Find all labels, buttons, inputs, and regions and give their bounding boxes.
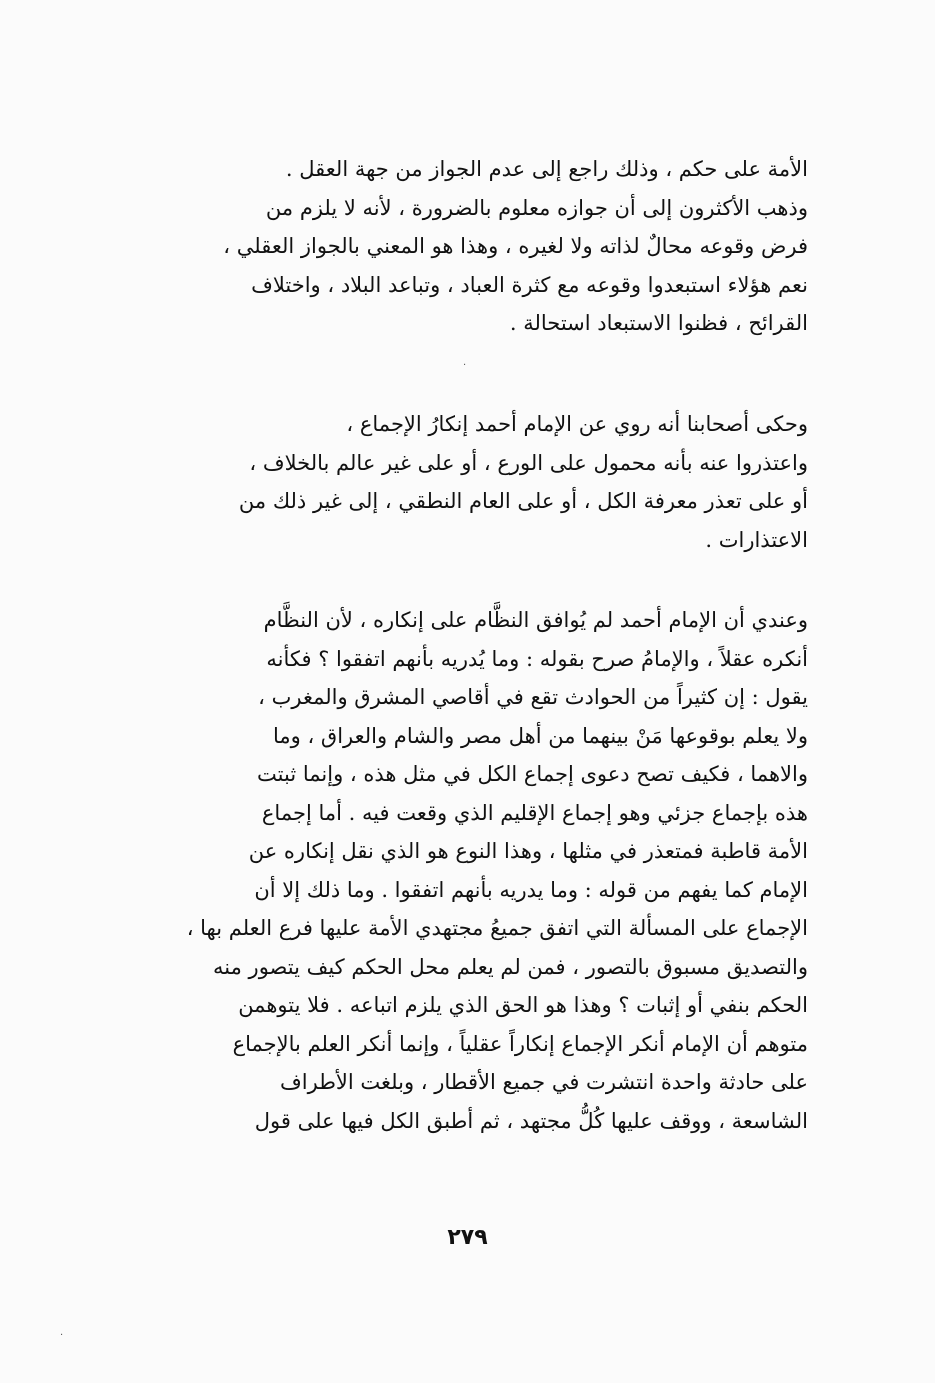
text-line: نعم هؤلاء استبعدوا وقوعه مع كثرة العباد ، وتباعد البلاد ، واختلاف (251, 272, 808, 297)
paragraph-1 (132, 150, 808, 343)
text-line: الإجماع على المسألة التي اتفق جميعُ مجتهدي الأمة عليها فرع العلم بها ، (186, 916, 808, 940)
text-line: ولا يعلم بوقوعها مَنْ بينهما من أهل مصر والشام والعراق ، وما (273, 723, 808, 748)
text-line: والاهما ، فكيف تصح دعوى إجماع الكل في مثل هذه ، وإنما ثبتت (257, 762, 808, 786)
text-line: هذه بإجماع جزئي وهو إجماع الإقليم الذي وقعت فيه . أما إجماع (261, 800, 808, 825)
paragraph-2 (132, 405, 808, 559)
text-line: وذهب الأكثرون إلى أن جوازه معلوم بالضرورة ، لأنه لا يلزم من (265, 195, 808, 220)
text-line: الاعتذارات . (705, 527, 808, 552)
text-line: وعندي أن الإمام أحمد لم يُوافق النظَّام على إنكاره ، لأن النظَّام (263, 608, 808, 632)
paragraph-3 (132, 601, 808, 1140)
text-line: واعتذروا عنه بأنه محمول على الورع ، أو على غير عالم بالخلاف ، (249, 450, 808, 475)
text-line: الحكم بنفي أو إثبات ؟ وهذا هو الحق الذي يلزم اتباعه . فلا يتوهمن (238, 993, 808, 1017)
text-line: فرض وقوعه محالٌ لذاته ولا لغيره ، وهذا هو المعني بالجواز العقلي ، (223, 234, 808, 258)
text-line: متوهم أن الإمام أنكر الإجماع إنكاراً عقلياً ، وإنما أنكر العلم بالإجماع (232, 1031, 808, 1056)
text-line: الشاسعة ، ووقف عليها كُلُّ مجتهد ، ثم أطبق الكل فيها على قول (254, 1108, 808, 1133)
text-line: وحكى أصحابنا أنه روي عن الإمام أحمد إنكارُ الإجماع ، (346, 412, 808, 436)
text-line: على حادثة واحدة انتشرت في جميع الأقطار ، وبلغت الأطراف (280, 1070, 808, 1094)
text-line: أنكره عقلاً ، والإمامُ صرح بقوله : وما يُدريه بأنهم اتفقوا ؟ فكأنه (266, 646, 808, 671)
text-line: أو على تعذر معرفة الكل ، أو على العام النطقي ، إلى غير ذلك من (238, 489, 808, 513)
scan-speck: · (60, 1330, 64, 1341)
scan-speck: · (463, 360, 467, 371)
text-line: الأمة على حكم ، وذلك راجع إلى عدم الجواز من جهة العقل . (285, 157, 808, 181)
text-line: القرائح ، فظنوا الاستبعاد استحالة . (509, 311, 808, 335)
text-line: يقول : إن كثيراً من الحوادث تقع في أقاصي المشرق والمغرب ، (258, 685, 808, 709)
text-line: الأمة قاطبة فمتعذر في مثلها ، وهذا النوع هو الذي نقل إنكاره عن (248, 839, 808, 863)
text-line: والتصديق مسبوق بالتصور ، فمن لم يعلم محل الحكم كيف يتصور منه (213, 954, 808, 979)
page-number: ٢٧٩ (447, 1225, 488, 1250)
text-line: الإمام كما يفهم من قوله : وما يدريه بأنهم اتفقوا . وما ذلك إلا أن (254, 877, 808, 902)
